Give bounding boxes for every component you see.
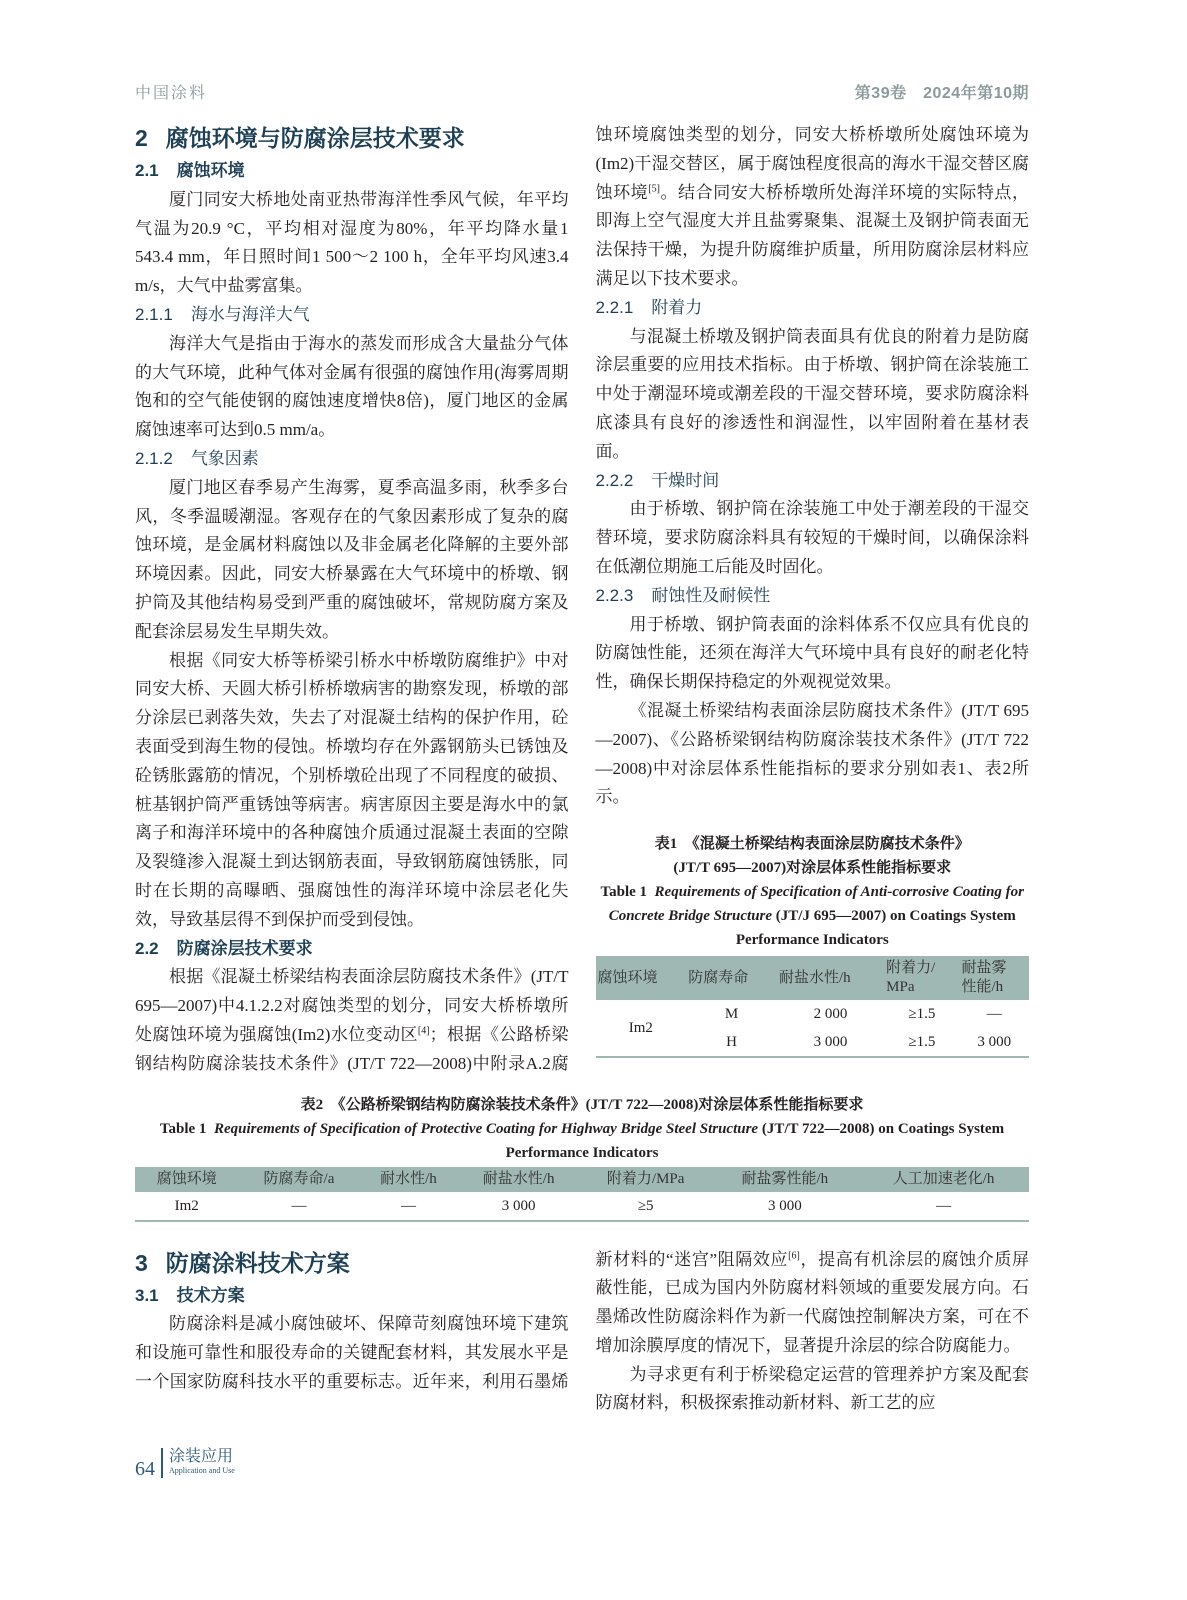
citation: [6] <box>788 1249 800 1261</box>
table-1-caption: 表1 《混凝土桥梁结构表面涂层防腐技术条件》 (JT/T 695—2007)对涂层体系性能指标要求 Table 1 Requirements of Specification of Anti-corrosive Coating for Concrete Bridge Structure (JT/J 695—2007) on Coatings System Performance Indicators <box>600 836 1024 949</box>
column-header: 耐盐雾 性能/h <box>960 956 1029 1000</box>
section-label: 涂装应用 <box>169 1448 234 1466</box>
page-footer <box>135 1448 1029 1481</box>
table-2 <box>135 1093 1029 1222</box>
citation: [4] <box>417 1025 430 1037</box>
column-header: 附着力/MPa <box>580 1167 712 1192</box>
heading-2-2-2: 2.2.2 干燥时间 <box>595 470 720 490</box>
column-header: 人工加速老化/h <box>858 1167 1029 1192</box>
paragraph: 防腐涂料是减小腐蚀破坏、保障苛刻腐蚀环境下建筑和设施可靠性和服役寿命的关键配套材料，其发展水平是一个国家防腐科技水平的重要标志。近年来，利用石墨烯新材料的“迷宫”阻隔效应[6]，提高有机涂层的腐蚀介质屏蔽性能，已成为国内外防腐材料领域的重要发展方向。石墨烯改性防腐涂料作为新一代腐蚀控制解决方案，可在不增加涂膜厚度的情况下，显著提升涂层的综合防腐能力。 <box>135 1249 1030 1391</box>
paragraph: 根据《混凝土桥梁结构表面涂层防腐技术条件》(JT/T 695—2007)中4.1.2.2对腐蚀类型的划分，同安大桥桥墩所处腐蚀环境为强腐蚀(Im2)水位变动区[4]；根据《公路桥梁钢结构防腐涂装技术条件》(JT/T 722—2008)中附录A.2腐蚀环境腐蚀类型的划分，同安大桥桥墩所处腐蚀环境为(Im2)干湿交替区，属于腐蚀程度很高的海水干湿交替区腐蚀环境[5]。结合同安大桥桥墩所处海洋环境的实际特点，即海上空气湿度大并且盐雾聚集、混凝土及钢护筒表面无法保持干燥，为提升防腐维护质量，所用防腐涂层材料应满足以下技术要求。 <box>135 125 1030 1073</box>
heading-2-2-3: 2.2.3 耐蚀性及耐候性 <box>595 585 771 605</box>
table-cell: — <box>359 1192 457 1221</box>
heading-2-1-2: 2.1.2 气象因素 <box>135 448 259 468</box>
table-cell: Im2 <box>135 1192 238 1221</box>
running-header <box>135 80 1029 103</box>
paragraph: 海洋大气是指由于海水的蒸发而形成含大量盐分气体的大气环境，此种气体对金属有很强的腐蚀作用(海雾周期饱和的空气能使钢的腐蚀速度增快8倍)，厦门地区的金属腐蚀速率可达到0.5 mm/a。 <box>135 333 569 440</box>
column-header: 附着力/ MPa <box>884 956 959 1000</box>
table-cell: M <box>724 1006 739 1023</box>
page-number: 64 <box>135 1458 155 1481</box>
section-2-columns <box>135 121 1029 1079</box>
paragraph: 厦门同安大桥地处南亚热带海洋性季风气候，年平均气温为20.9 °C，平均相对湿度为80%，年平均降水量1 543.4 mm，年日照时间1 500～2 100 h，全年平均风速3.4 m/s，大气中盐雾富集。 <box>135 189 569 296</box>
section-3-columns <box>135 1246 1029 1419</box>
paragraph: 用于桥墩、钢护筒表面的涂料体系不仅应具有优良的防腐蚀性能，还须在海洋大气环境中具有良好的耐老化特性，确保长期保持稳定的外观视觉效果。 <box>595 614 1029 692</box>
issue-info: 第39卷 2024年第10期 <box>854 85 1029 102</box>
heading-2-1: 2.1 腐蚀环境 <box>135 161 245 180</box>
section-label-en: Application and Use <box>169 1466 235 1476</box>
heading-2-1-1: 2.1.1 海水与海洋大气 <box>135 304 310 324</box>
paragraph: 为寻求更有利于桥梁稳定运营的管理养护方案及配套防腐材料，积极探索推动新材料、新工艺的应 <box>595 1364 1029 1413</box>
column-header: 腐蚀环境 <box>596 956 687 1000</box>
paragraph: 与混凝土桥墩及钢护筒表面具有优良的附着力是防腐涂层重要的应用技术指标。由于桥墩、钢护筒在涂装施工中处于潮湿环境或潮差段的干湿交替环境，要求防腐涂料底漆具有良好的渗透性和润湿性，以牢固附着在基材表面。 <box>595 326 1029 461</box>
table-cell: H <box>686 1028 777 1057</box>
section-2-heading: 2 腐蚀环境与防腐涂层技术要求 <box>135 125 465 151</box>
table-row <box>596 1000 1030 1028</box>
column-header: 腐蚀环境 <box>135 1167 238 1192</box>
table-cell: 2 000 <box>813 1006 848 1023</box>
paragraph: 《混凝土桥梁结构表面涂层防腐技术条件》(JT/T 695—2007)、《公路桥梁钢结构防腐涂装技术条件》(JT/T 722—2008)中对涂层体系性能指标的要求分别如表1、表2所示。 <box>595 700 1029 807</box>
table-cell: — <box>858 1192 1029 1221</box>
paragraph: 厦门地区春季易产生海雾，夏季高温多雨，秋季多台风，冬季温暖潮湿。客观存在的气象因素形成了复杂的腐蚀环境，是金属材料腐蚀以及非金属老化降解的主要外部环境因素。因此，同安大桥暴露在大气环境中的桥墩、钢护筒及其他结构易受到严重的腐蚀破坏，常规防腐方案及配套涂层易发生早期失效。 <box>135 477 569 641</box>
table-cell: — <box>986 1006 1002 1023</box>
column-header: 耐水性/h <box>359 1167 457 1192</box>
heading-2-2: 2.2 防腐涂层技术要求 <box>135 938 313 958</box>
table-1 <box>596 832 1030 1058</box>
citation: [5] <box>648 182 660 194</box>
table-cell: 3 000 <box>777 1028 884 1057</box>
table-row <box>135 1192 1029 1221</box>
column-header: 耐盐水性/h <box>777 956 884 1000</box>
table-cell: — <box>238 1192 359 1221</box>
column-header: 防腐寿命/a <box>238 1167 359 1192</box>
column-header: 耐盐水性/h <box>457 1167 579 1192</box>
table-cell: Im2 <box>596 1000 687 1057</box>
table-cell: ≥1.5 <box>908 1006 936 1023</box>
table-cell: 3 000 <box>712 1192 859 1221</box>
table-cell: ≥1.5 <box>884 1028 959 1057</box>
paragraph: 根据《同安大桥等桥梁引桥水中桥墩防腐维护》中对同安大桥、天圆大桥引桥桥墩病害的勘察发现，桥墩的部分涂层已剥落失效，失去了对混凝土结构的保护作用，砼表面受到海生物的侵蚀。桥墩均存在外露钢筋头已锈蚀及砼锈胀露筋的情况，个别桥墩砼出现了不同程度的破损、桩基钢护筒严重锈蚀等病害。病害原因主要是海水中的氯离子和海洋环境中的各种腐蚀介质通过混凝土表面的空隙及裂缝渗入混凝土到达钢筋表面，导致钢筋腐蚀锈胀，同时在长期的高曝晒、强腐蚀性的海洋环境中涂层老化失效，导致基层得不到保护而受到侵蚀。 <box>135 650 569 929</box>
journal-name: 中国涂料 <box>135 85 208 102</box>
table-cell: 3 000 <box>457 1192 579 1221</box>
table-cell: 3 000 <box>960 1028 1029 1057</box>
heading-3-1: 3.1 技术方案 <box>135 1285 245 1305</box>
column-header: 防腐寿命 <box>686 956 777 1000</box>
table-cell: ≥5 <box>580 1192 712 1221</box>
section-3-heading: 3 防腐涂料技术方案 <box>135 1249 350 1276</box>
heading-2-2-1: 2.2.1 附着力 <box>595 297 703 317</box>
paragraph: 由于桥墩、钢护筒在涂装施工中处于潮差段的干湿交替环境，要求防腐涂料具有较短的干燥时间，以确保涂料在低潮位期施工后能及时固化。 <box>595 499 1029 576</box>
column-header: 耐盐雾性能/h <box>712 1167 859 1192</box>
divider <box>161 1448 163 1478</box>
table-2-caption: 表2 《公路桥梁钢结构防腐涂装技术条件》(JT/T 722—2008)对涂层体系性能指标要求 Table 1 Requirements of Specification of Protective Coating for Highway Bridge Steel Structure (JT/T 722—2008) on Coatings System Performance Indicators <box>159 1096 1005 1161</box>
